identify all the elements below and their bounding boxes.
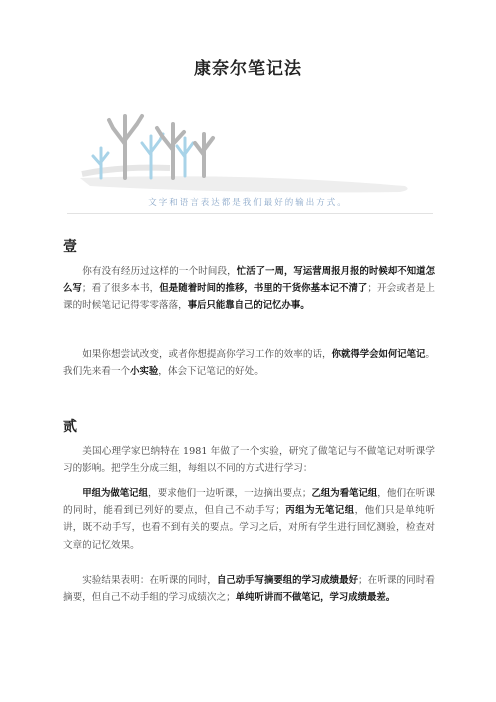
bold-text: 事后只能靠自己的记忆办事。 — [187, 300, 310, 312]
bold-text: 单纯听讲而不做笔记，学习成绩最差。 — [235, 592, 396, 604]
paragraph — [63, 485, 435, 554]
section-heading: 贰 — [63, 419, 77, 435]
section-heading: 壹 — [63, 239, 77, 255]
text-run: 如果你想尝试改变，或者你想提高你学习工作的效率的话， — [82, 349, 332, 360]
bold-text: 忙活了一周，写运营周报月报的时候却不知道怎么写 — [63, 266, 435, 295]
paragraph — [63, 572, 435, 606]
bold-text: 但是随着时间的推移，书里的干货你基本记不清了 — [159, 283, 368, 295]
bold-text: 小实验 — [130, 366, 159, 378]
text-run: ，体会下记笔记的好处。 — [158, 366, 264, 378]
paragraph — [63, 263, 435, 315]
text-run: ；开会或者是上课的时候笔记记得零零落落， — [63, 283, 435, 312]
text-run: ；看了很多本书， — [81, 283, 160, 295]
bold-text: 你就得学会如何记笔记 — [331, 349, 426, 360]
bold-text: 乙组为看笔记组 — [311, 488, 378, 499]
text-run: ，他们只是单纯听讲，既不动手写，也看不到有关的要点。学习之后，对所有学生进行回忆测验，检查对文章的记忆效果。 — [63, 505, 435, 551]
text-run: 你有没有经历过这样的一个时间段， — [82, 266, 237, 277]
paragraph — [63, 443, 435, 477]
text-run: ，要求他们一边听课，一边摘出要点； — [147, 488, 312, 499]
text-run: 。我们先来看一个 — [63, 349, 435, 378]
text-run: ；在听课的同时看摘要，但自己不动手组的学习成绩次之； — [63, 575, 435, 604]
page-subtitle: 文字和语言表达都是我们最好的输出方式。 — [148, 198, 348, 208]
text-run: ，他们在听课的同时，能看到已列好的要点，但自己不动手写； — [63, 488, 435, 517]
paragraph — [63, 346, 435, 380]
page-title: 康奈尔笔记法 — [194, 59, 302, 79]
bold-text: 丙组为无笔记组 — [284, 505, 355, 517]
bold-text: 甲组为做笔记组 — [82, 488, 148, 499]
text-run: 美国心理学家巴纳特在 1981 年做了一个实验，研究了做笔记与不做笔记对听课学习的影响。把学生分成三组，每组以不同的方式进行学习： — [63, 446, 435, 475]
bold-text: 自己动手写摘要组的学习成绩最好 — [216, 575, 359, 586]
divider — [67, 213, 433, 214]
text-run: 实验结果表明：在听课的同时， — [82, 575, 217, 586]
